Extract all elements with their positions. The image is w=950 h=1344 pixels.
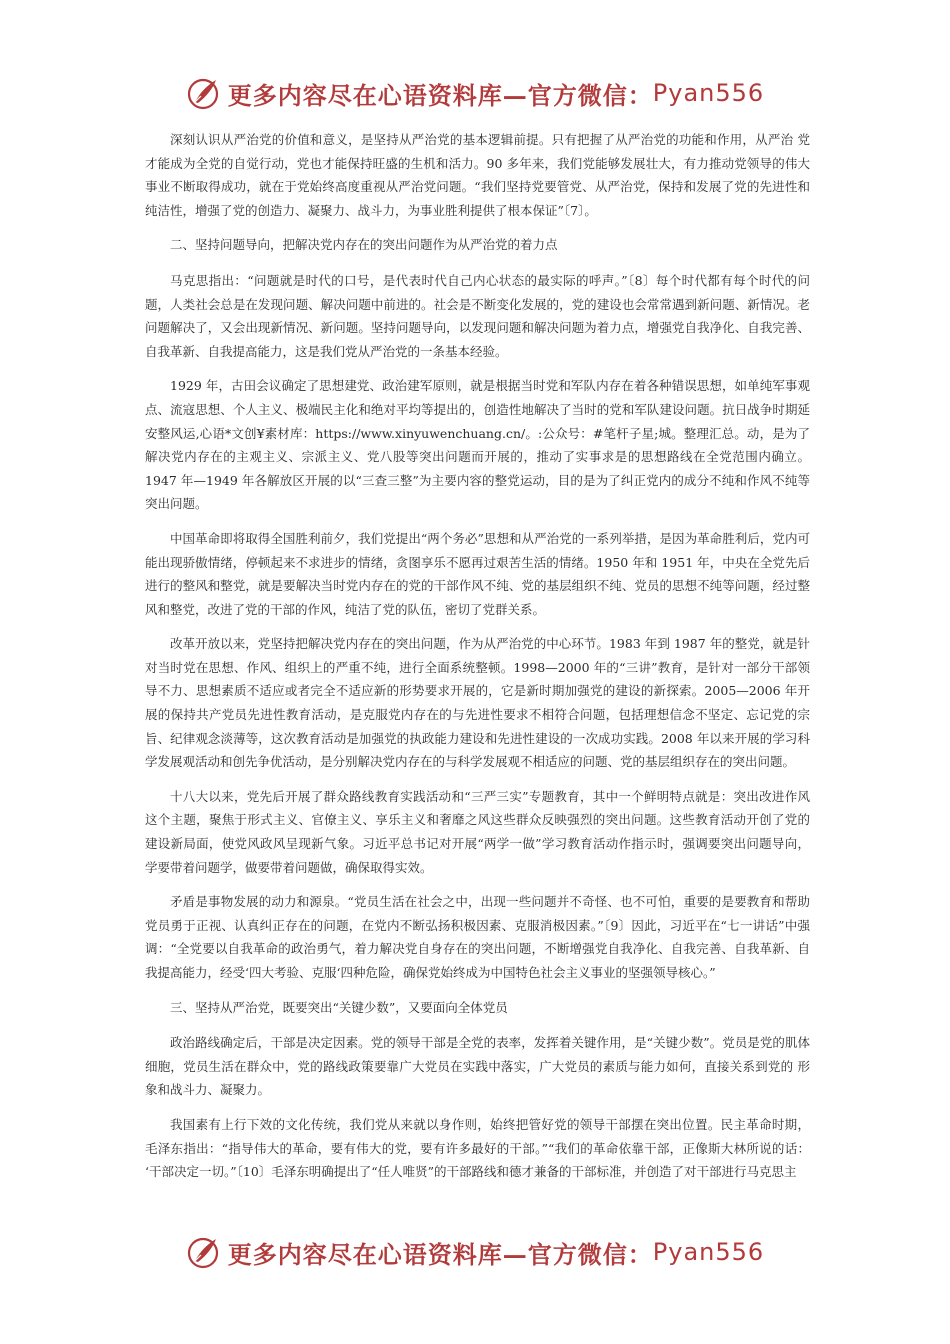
section-heading: 二、坚持问题导向，把解决党内存在的突出问题作为从严治党的着力点 — [170, 237, 558, 253]
banner-wechat-id: Pyan556 — [652, 1238, 765, 1266]
banner-text: 更多内容尽在心语资料库—官方微信： — [227, 1239, 653, 1269]
paragraph: 矛盾是事物发展的动力和源泉。“党员生活在社会之中，出现一些问题并不奇怪、也不可怕，重要的是要教育和帮助党员勇于正视、认真纠正存在的问题，在党内不断弘扬积极因素、克服消极因素。”〔9〕因此，习近平在“七一讲话”中强调：“全党要以自我革命的政治勇气，着力解决党自身存在的突出问题，不断增强党自我净化、自我完善、自我革新、自我提高能力，经受‘四大考验、克服‘四种危险，确保党始终成为中国特色社会主义事业的坚强领导核心。” — [145, 894, 810, 980]
paragraph: 我国素有上行下效的文化传统，我们党从来就以身作则，始终把管好党的领导干部摆在突出位置。民主革命时期， 毛泽东指出：“指导伟大的革命，要有伟大的党，要有许多最好的干部。”“我们的革命依靠干部，正像斯大林所说的话： ‘干部决定一切。”〔10〕毛泽东明确提出了“任人唯贤”的干部路线和德才兼备的干部标准，并创造了对干部进行马克思主 — [145, 1116, 810, 1180]
header-banner — [0, 73, 950, 113]
section-heading: 三、坚持从严治党，既要突出“关键少数”，又要面向全体党员 — [170, 999, 508, 1015]
paragraph: 深刻认识从严治党的价值和意义，是坚持从严治党的基本逻辑前提。只有把握了从严治党的功能和作用，从严治 党才能成为全党的自觉行动，党也才能保持旺盛的生机和活力。90 多年来，我们党能够发展壮大，有力推动党领导的伟大事业不断取得成功，就在于党始终高度重视从严治党问题。“我们坚持党要管党、从严治党，保持和发展了党的先进性和纯洁性，增强了党的创造力、凝聚力、战斗力，为事业胜利提供了根本保证”〔7〕。 — [145, 132, 810, 218]
feather-pen-logo-icon — [186, 1234, 222, 1270]
document-body — [145, 128, 810, 1195]
footer-banner — [0, 1232, 950, 1272]
paragraph: 改革开放以来，党坚持把解决党内存在的突出问题，作为从严治党的中心环节。1983 年到 1987 年的整党，就是针对当时党在思想、作风、组织上的严重不纯，进行全面系统整顿。1998—2000 年的“三讲”教育，是针对一部分干部领导不力、思想素质不适应或者完全不适应新的形势要求开展的，它是新时期加强党的建设的新探索。2005—2006 年开展的保持共产党员先进性教育活动，是克服党内存在的与先进性要求不相符合问题，包括理想信念不坚定、忘记党的宗旨、纪律观念淡薄等，这次教育活动是加强党的执政能力建设和先进性建设的一次成功实践。2008 年以来开展的学习科学发展观活动和创先争优活动，是分别解决党内存在的与科学发展观不相适应的问题、党的基层组织存在的突出问题。 — [145, 636, 810, 770]
paragraph: 政治路线确定后，干部是决定因素。党的领导干部是全党的表率，发挥着关键作用，是“关键少数”。党员是党的肌体细胞，党员生活在群众中，党的路线政策要靠广大党员在实践中落实，广大党员的素质与能力如何，直接关系到党的 形象和战斗力、凝聚力。 — [145, 1035, 810, 1098]
paragraph: 1929 年，古田会议确定了思想建党、政治建军原则，就是根据当时党和军队内存在着各种错误思想，如单纯军事观点、流寇思想、个人主义、极端民主化和绝对平均等提出的，创造性地解决了当时的党和军队建设问题。抗日战争时期延安整风运,心语*文创¥素材库：https://www.xinyuwenchuang.cn/。:公众号：#笔杆子星;城。整理汇总。动，是为了解决党内存在的主观主义、宗派主义、党八股等突出问题而开展的，推动了实事求是的思想路线在全党范围内确立。1947 年—1949 年各解放区开展的以“三查三整”为主要内容的整党运动，目的是为了纠正党内的成分不纯和作风不纯等突出问题。 — [145, 378, 810, 512]
feather-pen-logo-icon — [186, 75, 222, 111]
banner-text: 更多内容尽在心语资料库—官方微信： — [227, 80, 653, 110]
paragraph: 中国革命即将取得全国胜利前夕，我们党提出“两个务必”思想和从严治党的一系列举措，是因为革命胜利后，党内可能出现骄傲情绪，停顿起来不求进步的情绪，贪图享乐不愿再过艰苦生活的情绪。1950 年和 1951 年，中央在全党先后进行的整风和整党，就是要解决当时党内存在的党的干部作风不纯、党的基层组织不纯、党员的思想不纯等问题，经过整风和整党，改进了党的干部的作风，纯洁了党的队伍，密切了党群关系。 — [145, 530, 810, 617]
paragraph: 十八大以来，党先后开展了群众路线教育实践活动和“三严三实”专题教育，其中一个鲜明特点就是：突出改进作风 这个主题，聚焦于形式主义、官僚主义、享乐主义和奢靡之风这些群众反映强烈的突出问题。这些教育活动开创了党的 建设新局面，使党风政风呈现新气象。习近平总书记对开展“两学一做”学习教育活动作指示时，强调要突出问题导向， 学要带着问题学，做要带着问题做，确保取得实效。 — [145, 788, 810, 875]
banner-wechat-id: Pyan556 — [652, 79, 765, 107]
paragraph: 马克思指出：“问题就是时代的口号，是代表时代自己内心状态的最实际的呼声。”〔8〕每个时代都有每个时代的问题，人类社会总是在发现问题、解决问题中前进的。社会是不断变化发展的，党的建设也会常常遇到新问题、新情况。老问题解决了，又会出现新情况、新问题。坚持问题导向，以发现问题和解决问题为着力点，增强党自我净化、自我完善、自我革新、自我提高能力，这是我们党从严治党的一条基本经验。 — [145, 272, 810, 359]
